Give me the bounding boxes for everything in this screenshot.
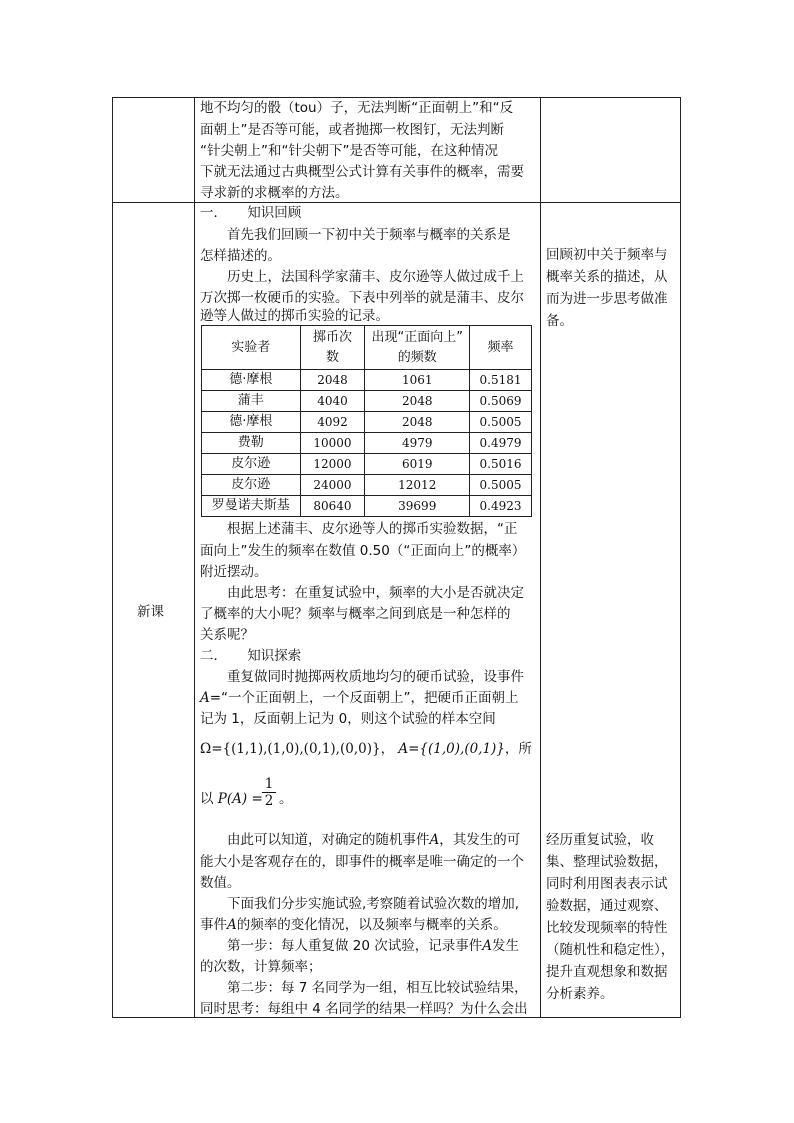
- cell-frequency: 0.4979: [470, 433, 532, 454]
- event-a-formula: A={(1,0),(0,1)}: [398, 741, 505, 757]
- event-symbol: A: [200, 690, 210, 706]
- text-line: 了概率的大小呢？频率与概率之间到底是一种怎样的: [200, 606, 511, 622]
- text-line: 寻求新的求概率的方法。: [200, 185, 349, 201]
- text-line: 下就无法通过古典概型公式计算有关事件的概率，需要: [200, 164, 524, 180]
- text-line: 记为 1，反面朝上记为 0，则这个试验的样本空间: [200, 711, 496, 727]
- header-frequency: 频率: [470, 326, 532, 370]
- text-line: 下面我们分步实施试验,考察随着试验次数的增加,: [227, 896, 520, 912]
- row-divider: [112, 202, 681, 203]
- text-line: 面向上”发生的频率在数值 0.50（“正面向上”的概率）: [200, 543, 526, 559]
- cell-tosses: 24000: [300, 475, 365, 496]
- text-line: 第二步：每 7 名同学为一组，相互比较试验结果，: [227, 980, 528, 996]
- table-row: [202, 370, 532, 391]
- heading-review: 一． 知识回顾: [200, 205, 302, 221]
- text-fragment: 以: [200, 791, 214, 807]
- column-divider-1: [194, 97, 195, 1018]
- event-symbol: A: [482, 938, 493, 954]
- text-line: 数值。: [200, 875, 241, 891]
- table-row: [202, 433, 532, 454]
- header-heads-count: 出现“正面向上” 的频数: [365, 326, 470, 370]
- text-line: 关系呢？: [200, 627, 254, 643]
- fraction-numerator: 1: [264, 776, 274, 792]
- text-line: 地不均匀的骰（tou）子，无法判断“正面朝上”和“反: [200, 100, 514, 116]
- table-row: [202, 391, 532, 412]
- note-experiment: 经历重复试验，收集、整理试验数据，同时利用图表表示试验数据，通过观察、比较发现频率的特性（随机性和稳定性），提升直观想象和数据分析素养。: [546, 832, 675, 1002]
- text-fragment: ，其发生的可: [439, 832, 521, 848]
- cell-heads: 6019: [365, 454, 470, 475]
- probability-lhs: P(A) =: [217, 791, 263, 807]
- cell-heads: 4979: [365, 433, 470, 454]
- text-line: 由此思考：在重复试验中，频率的大小是否就决定: [227, 585, 524, 601]
- cell-experimenter: 蒲丰: [202, 391, 301, 412]
- cell-frequency: 0.4923: [470, 496, 532, 517]
- text-line: 万次掷一枚硬币的实验。下表中列举的就是蒲丰、皮尔: [200, 290, 524, 306]
- event-symbol: A: [227, 917, 237, 933]
- section-label: 新课: [137, 604, 164, 620]
- text-fragment: 。: [279, 791, 293, 807]
- heading-explore: 二． 知识探索: [200, 648, 302, 664]
- text-line: 首先我们回顾一下初中关于频率与概率的关系是: [227, 227, 511, 243]
- cell-experimenter: 德·摩根: [202, 412, 301, 433]
- cell-experimenter: 费勒: [202, 433, 301, 454]
- text-line: 重复做同时抛掷两枚质地均匀的硬币试验，设事件: [227, 669, 524, 685]
- table-row: [202, 496, 532, 517]
- cell-frequency: 0.5005: [470, 475, 532, 496]
- table-row: [202, 412, 532, 433]
- text-fragment: 第一步：每人重复做 20 次试验，记录事件: [227, 938, 483, 954]
- text-line: 同时思考：每组中 4 名同学的结果一样吗？为什么会出: [200, 1001, 528, 1017]
- text-line: [227, 935, 519, 957]
- cell-heads: 39699: [365, 496, 470, 517]
- text-line: 能大小是客观存在的，即事件的概率是唯一确定的一个: [200, 854, 524, 870]
- text-fragment: ，: [380, 741, 395, 757]
- text-line: “针尖朝上”和“针尖朝下”是否等可能，在这种情况: [200, 143, 498, 159]
- probability-line: [200, 788, 263, 810]
- text-fragment: 由此可以知道，对确定的随机事件: [227, 832, 430, 848]
- cell-tosses: 12000: [300, 454, 365, 475]
- text-line: 面朝上”是否等可能，或者抛掷一枚图钉，无法判断: [200, 122, 504, 138]
- cell-frequency: 0.5181: [470, 370, 532, 391]
- cell-tosses: 10000: [300, 433, 365, 454]
- cell-experimenter: 皮尔逊: [202, 454, 301, 475]
- event-symbol: A: [429, 832, 440, 848]
- column-divider-2: [540, 97, 541, 1018]
- text-line: 根据上述蒲丰、皮尔逊等人的掷币实验数据，“正: [227, 521, 518, 537]
- sample-space-formula: [200, 738, 532, 760]
- header-tosses: 掷币次 数: [300, 326, 365, 370]
- omega-formula: Ω={(1,1),(1,0),(0,1),(0,0)}: [200, 741, 381, 757]
- text-line: 附近摆动。: [200, 564, 268, 580]
- text-line: 怎样描述的。: [200, 248, 281, 264]
- coin-experiment-table: [201, 325, 532, 517]
- table-border-left: [112, 97, 113, 1018]
- cell-frequency: 0.5005: [470, 412, 532, 433]
- text-line: 逊等人做过的掷币实验的记录。: [200, 308, 389, 324]
- text-fragment: ，所: [504, 741, 532, 757]
- text-line: [227, 829, 520, 851]
- text-line: [200, 914, 507, 936]
- cell-tosses: 4040: [300, 391, 365, 412]
- fraction-denominator: 2: [264, 793, 274, 809]
- header-experimenter: 实验者: [202, 326, 301, 370]
- text-fragment: 发生: [492, 938, 520, 954]
- cell-tosses: 2048: [300, 370, 365, 391]
- cell-tosses: 4092: [300, 412, 365, 433]
- cell-experimenter: 皮尔逊: [202, 475, 301, 496]
- note-review: 回顾初中关于频率与概率关系的描述，从而为进一步思考做准备。: [546, 247, 668, 329]
- text-fragment: 的频率的变化情况，以及频率与概率的关系。: [236, 917, 507, 933]
- cell-frequency: 0.5069: [470, 391, 532, 412]
- fraction: [262, 776, 276, 809]
- text-fragment: 事件: [200, 917, 227, 933]
- cell-heads: 12012: [365, 475, 470, 496]
- cell-heads: 1061: [365, 370, 470, 391]
- table-border-right: [680, 97, 681, 1018]
- cell-tosses: 80640: [300, 496, 365, 517]
- text-line: 的次数，计算频率；: [200, 959, 322, 975]
- text-line: 历史上，法国科学家蒲丰、皮尔逊等人做过成千上: [227, 269, 524, 285]
- cell-heads: 2048: [365, 391, 470, 412]
- cell-experimenter: 德·摩根: [202, 370, 301, 391]
- table-row: [202, 475, 532, 496]
- cell-frequency: 0.5016: [470, 454, 532, 475]
- cell-experimenter: 罗曼诺夫斯基: [202, 496, 301, 517]
- text-line: [200, 687, 519, 709]
- text-fragment: =“一个正面朝上，一个反面朝上”，把硬币正面朝上: [209, 690, 519, 706]
- table-row: [202, 454, 532, 475]
- cell-heads: 2048: [365, 412, 470, 433]
